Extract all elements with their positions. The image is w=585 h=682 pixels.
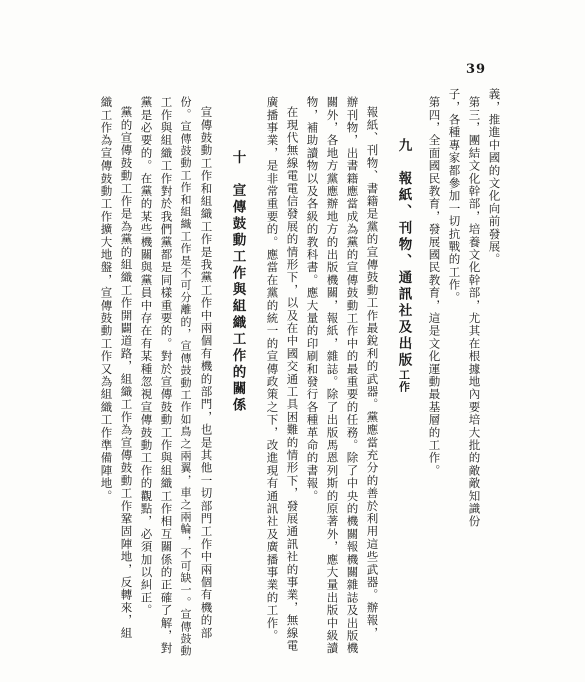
- section-9-heading-tag: 工作: [397, 369, 411, 393]
- section-10-heading: 十 宣傳鼓動工作與組織工作的關係: [229, 150, 246, 414]
- section-9-line-1: 報紙、刊物、書籍是黨的宣傳鼓動工作最銳利的武器。黨應當充分的善於利用這些武器。辦報，: [365, 106, 380, 640]
- intro-line-1: 義，推進中國的文化向前發展。: [487, 88, 502, 266]
- section-10-line-1: 宣傳鼓動工作和組織工作是我黨工作中兩個有機的部門，也是其他一切部門工作中兩個有機的部: [199, 106, 214, 640]
- section-9-line-5: 在現代無線電電信發展的情形下，以及在中國交通工具困難的情形下，發展通訊社的事業，無線電: [285, 106, 300, 653]
- section-9-line-3: 關外，各地方黨應辦地方的出版機關，報紙，雜誌。除了出版馬恩列斯的原著外，應大量出版中級讀: [325, 96, 340, 655]
- section-9-line-6: 廣播事業，是非常重要的。應當在黨的統一的宣傳政策之下，改進現有通訊社及廣播事業的工作。: [265, 96, 280, 643]
- section-9-heading: [396, 138, 410, 393]
- intro-line-4: 第四，全面國民教育，發展國民教育，這是文化運動最基層的工作。: [427, 96, 442, 477]
- section-10-line-5: 黨的宣傳鼓動工作是為黨的組織工作開闢道路，組織工作為宣傳鼓動工作鞏固陣地，反轉來，組: [119, 106, 134, 640]
- section-9-line-2: 辦刊物，出書籍應當成為黨的宣傳鼓動工作中的最重要的任務。除了中央的機關報機關雜誌及出版機: [345, 96, 360, 655]
- section-10-line-6: 織工作為宣傳鼓動工作擴大地盤，宣傳鼓動工作又為組織工作準備陣地。: [99, 96, 114, 503]
- section-9-line-4: 物，補助讀物以及各級的教科書。應大量的印刷和發行各種革命的書報。: [305, 96, 320, 503]
- section-10-line-3: 工作與組織工作對於我們黨都是同樣重要的。對於宣傳鼓動工作與組織工作相互關係的正確了解，對: [159, 96, 174, 655]
- page-number: 39: [466, 62, 487, 77]
- section-10-line-2: 份。宣傳鼓動工作和組織工作是不可分離的，宣傳鼓動工作如鳥之兩翼，車之兩輪，不可缺一。宣傳鼓動: [179, 96, 192, 658]
- section-9-heading-text: 九 報紙、刊物、通訊社及出版: [395, 138, 412, 369]
- intro-line-3: 子，各種專家都參加一切抗戰的工作。: [447, 88, 462, 304]
- section-10-line-4: 黨是必要的。在黨的某些機關與黨員中存在有某種忽視宣傳鼓動工作的觀點，必須加以糾正。: [139, 96, 154, 617]
- intro-line-2: 第三，團結文化幹部，培養文化幹部，尤其在根據地內要培大批的敵敵知識份: [467, 96, 482, 528]
